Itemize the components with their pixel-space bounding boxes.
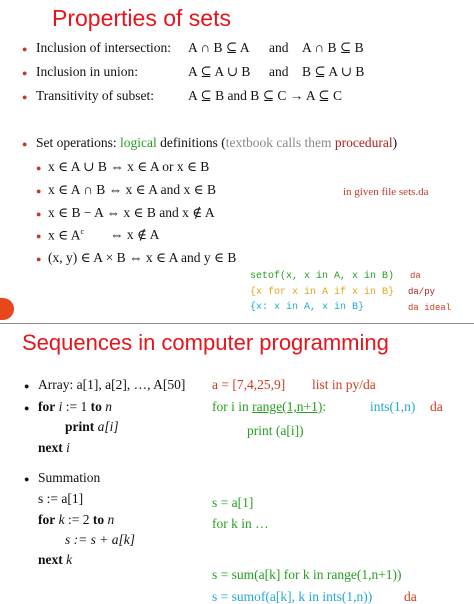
slide-divider	[0, 323, 474, 324]
print-py-line: print (a[i])	[247, 423, 304, 438]
for-k-py: for k in …	[212, 516, 269, 531]
sum-da-tag: da	[404, 589, 417, 604]
complement-rhs: ⇔ x ∉ A	[110, 227, 160, 242]
sum-da: s = sumof(a[k], k in ints(1,n))	[212, 589, 373, 604]
next-keyword: next	[38, 440, 63, 455]
inclusion-union-a: A ⊆ A ∪ B	[188, 64, 251, 79]
inclusion-union-label: Inclusion in union:	[36, 64, 138, 79]
array-py-note: list in py/da	[312, 377, 376, 392]
next-line	[38, 441, 70, 455]
for-k-to: to	[92, 512, 105, 527]
range-call: range(1,n+1)	[252, 399, 323, 414]
set-operations-prefix: Set operations:	[36, 135, 120, 150]
set-operations-line	[36, 136, 397, 150]
inclusion-intersection-a: A ∩ B ⊆ A	[188, 40, 250, 55]
next-k-keyword: next	[38, 552, 63, 567]
complement-superscript: c	[80, 227, 85, 236]
array-py-code: a = [7,4,25,9]	[212, 377, 286, 392]
comprehension-code: {x for x in A if x in B}	[250, 287, 395, 298]
for-k-var: k	[58, 512, 65, 527]
print-arg: a[i]	[97, 419, 119, 434]
transitivity-label: Transitivity of subset:	[36, 88, 155, 103]
logical-word: logical	[120, 135, 157, 150]
for-py-line	[212, 400, 326, 414]
for-py-colon: :	[322, 399, 327, 414]
bullet-dot: ●	[22, 68, 28, 78]
and-text: and	[269, 40, 289, 55]
for-k-keyword: for	[38, 512, 56, 527]
bullet-dot: ●	[36, 254, 42, 264]
ints-tag: da	[430, 399, 443, 414]
print-keyword: print	[65, 419, 95, 434]
textbook-note: textbook calls them	[225, 135, 335, 150]
bullet-dot: ●	[22, 44, 28, 54]
loop-end: n	[105, 399, 113, 414]
array-label: Array: a[1], a[2], …, A[50]	[38, 377, 186, 392]
bullet-dot: ●	[36, 209, 42, 219]
sets-file-note: in given file sets.da	[343, 186, 429, 198]
loop-var: i	[58, 399, 63, 414]
sum-update: s := s + a[k]	[65, 532, 135, 547]
next-k-line	[38, 553, 72, 567]
next-var: i	[66, 440, 70, 455]
difference-definition: x ∈ B − A ⇔ x ∈ B and x ∉ A	[48, 205, 215, 220]
bullet-dot: ●	[24, 474, 30, 484]
ints-call: ints(1,n)	[370, 399, 416, 414]
for-k-start: := 2	[68, 512, 90, 527]
slide-corner-marker	[0, 298, 14, 320]
sum-init-py: s = a[1]	[212, 495, 254, 510]
procedural-word: procedural	[334, 135, 393, 150]
to-keyword: to	[90, 399, 102, 414]
summation-label: Summation	[38, 470, 101, 485]
ideal-tag: da ideal	[408, 303, 452, 313]
for-py-text: for i in	[212, 399, 253, 414]
inclusion-union-b: B ⊆ A ∪ B	[302, 64, 365, 79]
and-text: and	[269, 64, 289, 79]
bullet-dot: ●	[36, 231, 42, 241]
slide1-title: Properties of sets	[52, 5, 231, 31]
bullet-dot: ●	[24, 403, 30, 413]
print-line	[65, 420, 119, 434]
for-loop-header	[38, 400, 112, 414]
close-paren: )	[392, 135, 398, 150]
union-definition: x ∈ A ∪ B ⇔ x ∈ A or x ∈ B	[48, 159, 210, 174]
inclusion-intersection-b: A ∩ B ⊆ B	[302, 40, 364, 55]
complement-definition	[48, 228, 84, 242]
product-definition: (x, y) ∈ A × B ⇔ x ∈ A and y ∈ B	[48, 250, 237, 265]
next-k-var: k	[66, 552, 73, 567]
bullet-dot: ●	[36, 186, 42, 196]
complement-lhs: x ∈ A	[48, 227, 81, 243]
bullet-dot: ●	[36, 163, 42, 173]
setof-code: setof(x, x in A, x in B)	[250, 271, 395, 282]
bullet-dot: ●	[22, 139, 28, 149]
bullet-dot: ●	[22, 92, 28, 102]
inclusion-intersection-label: Inclusion of intersection:	[36, 40, 171, 55]
for-keyword: for	[38, 399, 56, 414]
definitions-word: definitions (	[156, 135, 226, 150]
setof-tag: da	[410, 271, 421, 281]
loop-start: := 1	[65, 399, 88, 414]
intersection-definition: x ∈ A ∩ B ⇔ x ∈ A and x ∈ B	[48, 182, 216, 197]
for-k-header	[38, 513, 114, 527]
slide2-title: Sequences in computer programming	[22, 330, 389, 355]
transitivity-expr: A ⊆ B and B ⊆ C → A ⊆ C	[188, 88, 342, 103]
sum-init: s := a[1]	[38, 491, 84, 506]
bullet-dot: ●	[24, 381, 30, 391]
sum-py: s = sum(a[k] for k in range(1,n+1))	[212, 567, 402, 582]
ideal-code: {x: x in A, x in B}	[250, 302, 365, 313]
comprehension-tag: da/py	[408, 287, 436, 297]
for-k-end: n	[107, 512, 115, 527]
